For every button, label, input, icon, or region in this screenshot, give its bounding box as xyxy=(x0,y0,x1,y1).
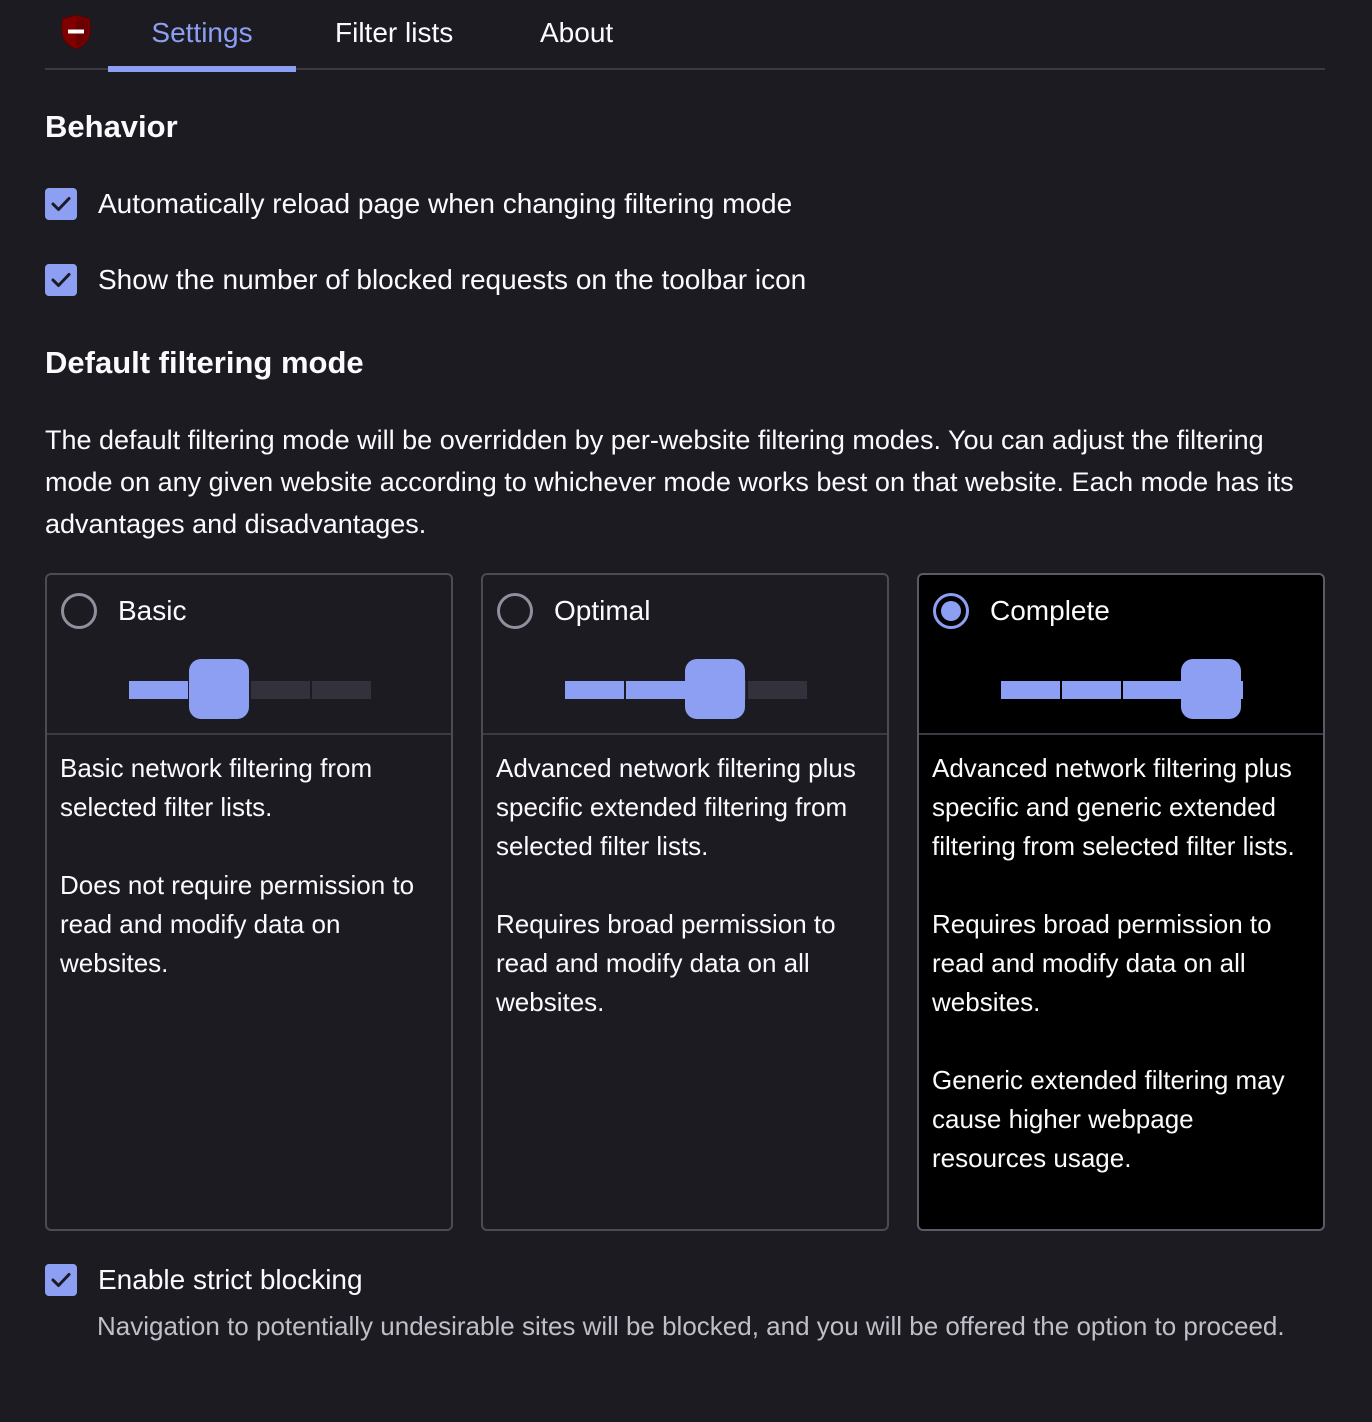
slider-segment xyxy=(129,681,188,699)
slider-segment xyxy=(626,681,685,699)
slider-segment xyxy=(565,681,624,699)
mode-radio-optimal[interactable] xyxy=(497,593,533,629)
mode-radio-complete[interactable] xyxy=(933,593,969,629)
checkmark-icon xyxy=(50,195,72,213)
auto-reload-checkbox[interactable] xyxy=(45,188,77,220)
slider-knob xyxy=(1181,659,1241,719)
mode-card-basic[interactable] xyxy=(45,573,453,1231)
show-blocked-count-option[interactable] xyxy=(45,260,806,300)
behavior-heading: Behavior xyxy=(45,109,178,144)
settings-page xyxy=(45,0,1325,1341)
mode-radio-basic[interactable] xyxy=(61,593,97,629)
mode-paragraph: Generic extended filtering may cause higher webpage resources usage. xyxy=(932,1065,1285,1173)
mode-paragraph: Does not require permission to read and modify data on websites. xyxy=(60,870,415,978)
show-blocked-count-label: Show the number of blocked requests on the toolbar icon xyxy=(98,264,807,295)
slider-segment xyxy=(1123,681,1182,699)
mode-title-basic: Basic xyxy=(118,595,187,626)
strict-blocking-label: Enable strict blocking xyxy=(98,1264,363,1295)
checkmark-icon xyxy=(50,1271,72,1289)
strict-blocking-checkbox[interactable] xyxy=(45,1264,77,1296)
mode-card-complete[interactable] xyxy=(917,573,1325,1231)
slider-segment xyxy=(1062,681,1121,699)
mode-paragraph: Advanced network filtering plus specific and generic extended filtering from selected filter lists. xyxy=(932,753,1295,861)
slider-segment xyxy=(312,681,371,699)
show-blocked-count-checkbox[interactable] xyxy=(45,264,77,296)
mode-title-complete: Complete xyxy=(990,595,1110,626)
mode-paragraph: Requires broad permission to read and modify data on all websites. xyxy=(496,909,836,1017)
mode-paragraph: Advanced network filtering plus specific extended filtering from selected filter lists. xyxy=(496,753,856,861)
shield-logo-icon xyxy=(60,14,92,50)
mode-card-header xyxy=(919,575,1323,735)
slider-segment xyxy=(251,681,310,699)
mode-description-complete xyxy=(932,749,1313,1217)
tab-bar xyxy=(45,0,1325,70)
mode-title-optimal: Optimal xyxy=(554,595,651,626)
filtering-mode-description: The default filtering mode will be overridden by per-website filtering modes. You can adjust the filtering mode on any given website according to whichever mode works best on that website. Each mode has its advantages and disadvantages. xyxy=(45,425,1294,539)
tab-about[interactable]: About xyxy=(540,17,614,48)
slider-segment xyxy=(1001,681,1060,699)
mode-card-header xyxy=(47,575,451,735)
slider-segment xyxy=(748,681,807,699)
mode-description-basic xyxy=(60,749,441,1022)
checkmark-icon xyxy=(50,271,72,289)
auto-reload-label: Automatically reload page when changing filtering mode xyxy=(98,188,793,219)
mode-paragraph: Basic network filtering from selected filter lists. xyxy=(60,753,373,822)
mode-paragraph: Requires broad permission to read and modify data on all websites. xyxy=(932,909,1272,1017)
mode-level-slider-complete xyxy=(1001,659,1245,719)
mode-description-optimal xyxy=(496,749,877,1061)
tab-settings[interactable]: Settings xyxy=(108,0,296,70)
slider-knob xyxy=(189,659,249,719)
mode-card-optimal[interactable] xyxy=(481,573,889,1231)
mode-level-slider-optimal xyxy=(565,659,809,719)
auto-reload-option[interactable] xyxy=(45,184,792,224)
strict-blocking-note: Navigation to potentially undesirable sites will be blocked, and you will be offered the option to proceed. xyxy=(97,1311,1285,1341)
tab-filter-lists[interactable]: Filter lists xyxy=(335,17,454,48)
mode-level-slider-basic xyxy=(129,659,373,719)
mode-card-header xyxy=(483,575,887,735)
strict-blocking-option[interactable] xyxy=(45,1260,363,1300)
slider-knob xyxy=(685,659,745,719)
filtering-mode-heading: Default filtering mode xyxy=(45,345,364,380)
